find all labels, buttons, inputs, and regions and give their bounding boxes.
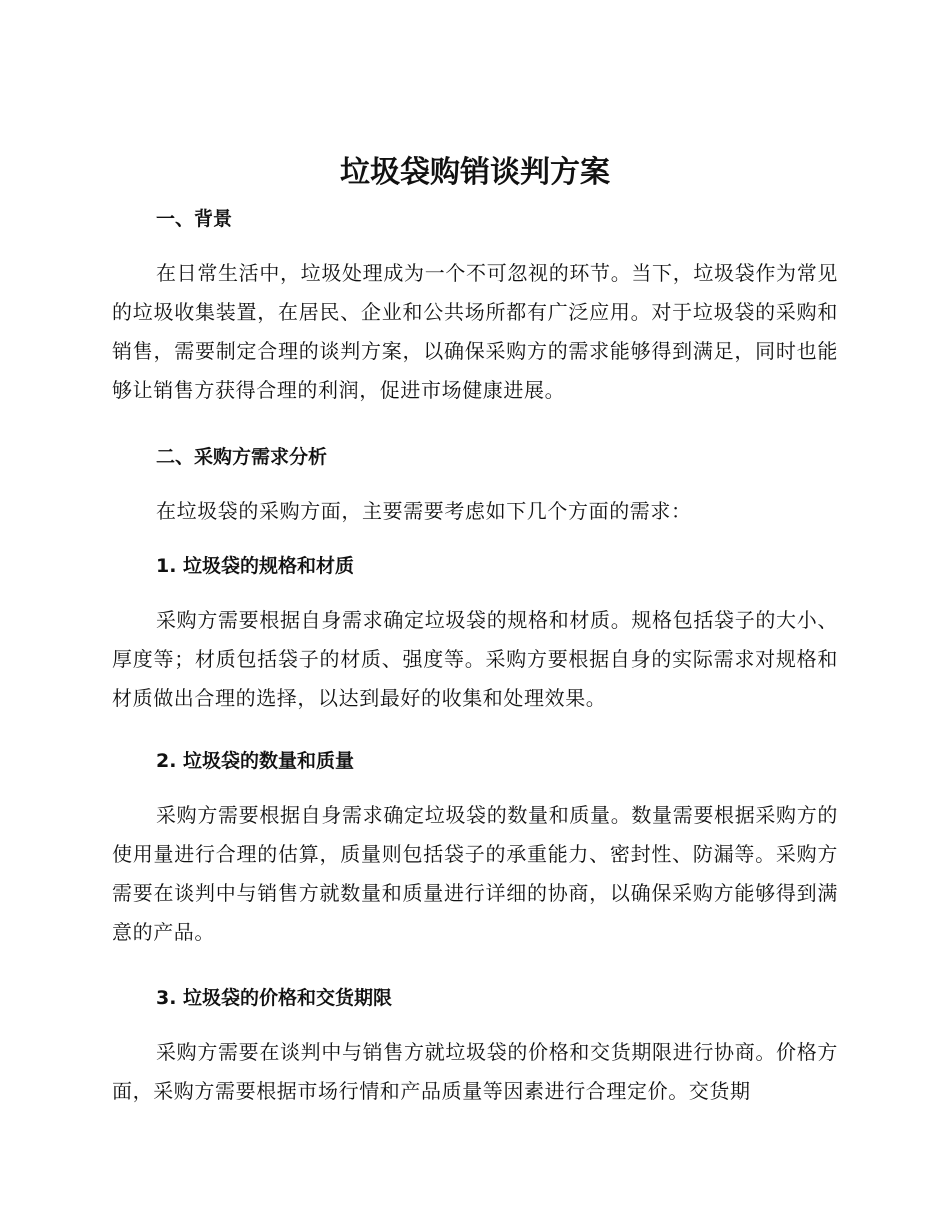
section-heading-buyer-needs: 二、采购方需求分析 <box>156 446 328 468</box>
paragraph-spec-material: 采购方需要根据自身需求确定垃圾袋的规格和材质。规格包括袋子的大小、厚度等；材质包括袋子的材质、强度等。采购方要根据自身的实际需求对规格和材质做出合理的选择，以达到最好的收集和处理效果。 <box>112 608 838 710</box>
subheading-spec-material: 1. 垃圾袋的规格和材质 <box>156 555 355 577</box>
paragraph-buyer-needs-intro: 在垃圾袋的采购方面，主要需要考虑如下几个方面的需求： <box>156 499 692 523</box>
section-heading-background: 一、背景 <box>156 208 233 230</box>
subheading-quantity-quality: 2. 垃圾袋的数量和质量 <box>156 750 355 772</box>
paragraph-background: 在日常生活中，垃圾处理成为一个不可忽视的环节。当下，垃圾袋作为常见的垃圾收集装置，在居民、企业和公共场所都有广泛应用。对于垃圾袋的采购和销售，需要制定合理的谈判方案，以确保采购方的需求能够得到满足，同时也能够让销售方获得合理的利润，促进市场健康进展。 <box>112 261 838 402</box>
paragraph-quantity-quality: 采购方需要根据自身需求确定垃圾袋的数量和质量。数量需要根据采购方的使用量进行合理的估算，质量则包括袋子的承重能力、密封性、防漏等。采购方需要在谈判中与销售方就数量和质量进行详细的协商，以确保采购方能够得到满意的产品。 <box>112 803 838 944</box>
subheading-price-delivery: 3. 垃圾袋的价格和交货期限 <box>156 987 393 1009</box>
document-title: 垃圾袋购销谈判方案 <box>340 155 610 190</box>
paragraph-price-delivery: 采购方需要在谈判中与销售方就垃圾袋的价格和交货期限进行协商。价格方面，采购方需要根据市场行情和产品质量等因素进行合理定价。交货期 <box>112 1040 838 1103</box>
